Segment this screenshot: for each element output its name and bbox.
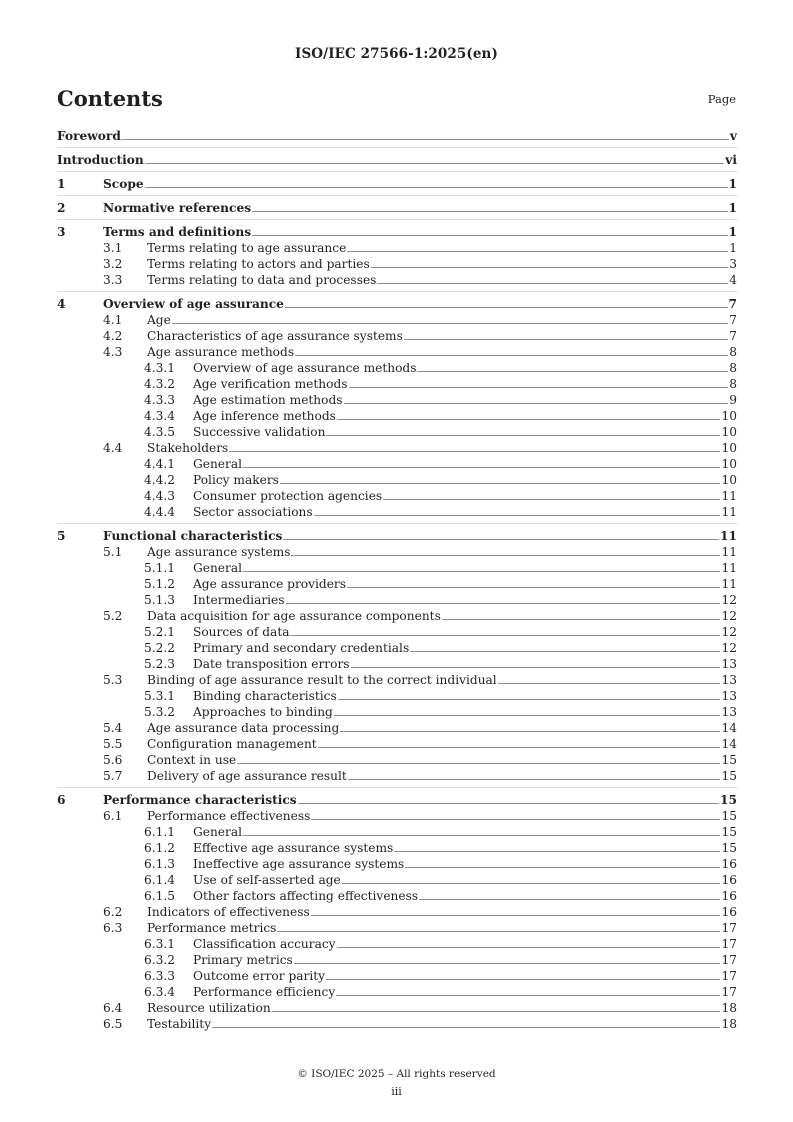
toc-entry[interactable] — [57, 424, 737, 440]
toc-entry[interactable] — [57, 504, 737, 520]
toc-entry-page: 15 — [721, 825, 737, 839]
dot-leader — [334, 715, 721, 716]
toc-entry-number: 4.2 — [103, 329, 123, 343]
toc-entry[interactable] — [57, 608, 737, 624]
toc-entry-page: 16 — [721, 889, 737, 903]
dot-leader — [419, 899, 720, 900]
dot-leader — [212, 1027, 720, 1028]
toc-entry-title: Foreword — [57, 129, 121, 143]
toc-entry-title: Performance metrics — [147, 921, 277, 935]
toc-entry[interactable] — [57, 984, 737, 1000]
toc-entry-page: 11 — [721, 545, 737, 559]
dot-leader — [272, 1011, 721, 1012]
toc-entry[interactable] — [57, 256, 737, 272]
toc-entry-number: 3 — [57, 225, 66, 239]
toc-entry-number: 6.1.2 — [144, 841, 176, 855]
toc-entry-title: Stakeholders — [147, 441, 229, 455]
toc-entry[interactable] — [57, 704, 737, 720]
toc-entry-number: 6.3.1 — [144, 937, 176, 951]
toc-entry-page: 17 — [721, 969, 737, 983]
toc-entry-number: 4.3.5 — [144, 425, 176, 439]
toc-entry-title: Overview of age assurance — [103, 297, 284, 311]
dot-leader — [405, 867, 720, 868]
toc-entry[interactable] — [57, 376, 737, 392]
toc-entry-title: Sector associations — [193, 505, 313, 519]
toc-entry-number: 5 — [57, 529, 66, 543]
toc-entry[interactable] — [57, 736, 737, 752]
toc-entry-page: 13 — [721, 705, 737, 719]
dot-leader — [394, 851, 720, 852]
dot-leader — [347, 251, 728, 252]
toc-entry[interactable] — [57, 968, 737, 984]
toc-entry-title: Primary metrics — [193, 953, 293, 967]
toc-entry-number: 6.1.5 — [144, 889, 176, 903]
toc-separator — [57, 219, 737, 220]
dot-leader — [243, 467, 720, 468]
toc-entry-title: Age verification methods — [193, 377, 348, 391]
toc-entry-page: 10 — [721, 425, 737, 439]
dot-leader — [326, 435, 720, 436]
toc-entry-number: 4.4.4 — [144, 505, 176, 519]
toc-entry-number: 4.1 — [103, 313, 123, 327]
toc-entry-page: v — [729, 129, 737, 143]
toc-entry-page: 17 — [721, 985, 737, 999]
toc-entry-page: 13 — [721, 657, 737, 671]
toc-entry-title: Age assurance providers — [193, 577, 347, 591]
toc-entry-title: Effective age assurance systems — [193, 841, 394, 855]
toc-entry[interactable] — [57, 272, 737, 288]
toc-entry-number: 6.4 — [103, 1001, 123, 1015]
toc-entry[interactable] — [57, 808, 737, 824]
dot-leader — [340, 731, 720, 732]
toc-entry-page: 17 — [721, 953, 737, 967]
toc-entry-page: 9 — [729, 393, 737, 407]
toc-entry-number: 5.2.3 — [144, 657, 176, 671]
toc-entry-page: 10 — [721, 457, 737, 471]
toc-entry-number: 6.3 — [103, 921, 123, 935]
toc-entry-number: 1 — [57, 177, 66, 191]
toc-entry-page: 16 — [721, 857, 737, 871]
toc-entry-title: Approaches to binding — [193, 705, 333, 719]
toc-entry-number: 5.1.3 — [144, 593, 176, 607]
toc-entry[interactable] — [57, 768, 737, 784]
dot-leader — [351, 667, 721, 668]
toc-entry-page: 13 — [721, 673, 737, 687]
toc-entry[interactable] — [57, 592, 737, 608]
dot-leader — [145, 163, 724, 164]
toc-entry-number: 6.3.3 — [144, 969, 176, 983]
dot-leader — [314, 515, 721, 516]
dot-leader — [338, 699, 721, 700]
toc-entry[interactable] — [57, 1016, 737, 1032]
copyright-notice: © ISO/IEC 2025 – All rights reserved — [297, 1068, 496, 1080]
toc-entry-number: 4 — [57, 297, 66, 311]
toc-entry-number: 6.1 — [103, 809, 123, 823]
dot-leader — [371, 267, 728, 268]
toc-entry-number: 4.3.3 — [144, 393, 176, 407]
dot-leader — [277, 931, 720, 932]
dot-leader — [344, 403, 729, 404]
toc-entry-page: 3 — [729, 257, 737, 271]
toc-entry-title: Outcome error parity — [193, 969, 326, 983]
toc-entry-title: Scope — [103, 177, 144, 191]
toc-entry[interactable] — [57, 752, 737, 768]
toc-entry-title: Introduction — [57, 153, 144, 167]
toc-entry-title: Data acquisition for age assurance components — [147, 609, 441, 623]
toc-entry-title: Overview of age assurance methods — [193, 361, 417, 375]
toc-entry-title: Consumer protection agencies — [193, 489, 383, 503]
toc-entry-number: 5.6 — [103, 753, 123, 767]
toc-entry-title: Functional characteristics — [103, 529, 283, 543]
dot-leader — [342, 883, 721, 884]
toc-entry[interactable] — [57, 856, 737, 872]
toc-entry-number: 5.5 — [103, 737, 123, 751]
toc-entry-page: 16 — [721, 905, 737, 919]
toc-entry-page: 10 — [721, 473, 737, 487]
toc-entry-title: Sources of data — [193, 625, 290, 639]
toc-entry-page: 11 — [721, 505, 737, 519]
toc-entry[interactable] — [57, 840, 737, 856]
toc-entry-number: 3.1 — [103, 241, 123, 255]
dot-leader — [318, 747, 721, 748]
dot-leader — [348, 779, 721, 780]
toc-entry[interactable] — [57, 544, 737, 560]
toc-entry[interactable] — [57, 488, 737, 504]
toc-entry-title: Indicators of effectiveness — [147, 905, 310, 919]
table-of-contents — [57, 128, 737, 1032]
toc-separator — [57, 195, 737, 196]
toc-entry-page: 11 — [720, 529, 737, 543]
toc-entry[interactable] — [57, 224, 737, 240]
toc-entry-page: 15 — [721, 809, 737, 823]
toc-entry-title: Successive validation — [193, 425, 326, 439]
toc-entry-title: Performance characteristics — [103, 793, 297, 807]
dot-leader — [410, 651, 720, 652]
dot-leader — [291, 555, 720, 556]
toc-entry-number: 6.5 — [103, 1017, 123, 1031]
toc-entry[interactable] — [57, 296, 737, 312]
toc-entry[interactable] — [57, 936, 737, 952]
dot-leader — [347, 587, 720, 588]
dot-leader — [298, 803, 719, 804]
toc-entry-page: 14 — [721, 721, 737, 735]
contents-heading: Contents — [57, 86, 163, 111]
toc-entry-title: Age assurance methods — [147, 345, 295, 359]
toc-entry-number: 6.3.2 — [144, 953, 176, 967]
dot-leader — [498, 683, 721, 684]
toc-entry[interactable] — [57, 640, 737, 656]
toc-entry-number: 5.3.2 — [144, 705, 176, 719]
dot-leader — [145, 187, 728, 188]
toc-entry[interactable] — [57, 904, 737, 920]
dot-leader — [383, 499, 720, 500]
toc-entry-title: Configuration management — [147, 737, 317, 751]
dot-leader — [283, 539, 719, 540]
toc-entry-title: Binding characteristics — [193, 689, 337, 703]
toc-entry[interactable] — [57, 920, 737, 936]
toc-entry-page: 15 — [721, 753, 737, 767]
toc-entry-number: 5.3.1 — [144, 689, 176, 703]
toc-entry-number: 5.4 — [103, 721, 123, 735]
toc-entry-title: Terms relating to data and processes — [147, 273, 377, 287]
toc-entry-page: 14 — [721, 737, 737, 751]
toc-entry-number: 4.4 — [103, 441, 123, 455]
toc-entry[interactable] — [57, 176, 737, 192]
toc-entry[interactable] — [57, 624, 737, 640]
toc-entry-title: Other factors affecting effectiveness — [193, 889, 419, 903]
toc-entry-number: 4.3.1 — [144, 361, 176, 375]
dot-leader — [377, 283, 728, 284]
toc-entry-page: 11 — [721, 489, 737, 503]
toc-entry-number: 5.2.2 — [144, 641, 176, 655]
toc-entry-page: 1 — [728, 177, 737, 191]
toc-entry-number: 4.4.2 — [144, 473, 176, 487]
toc-entry-title: Context in use — [147, 753, 237, 767]
toc-entry-title: Resource utilization — [147, 1001, 271, 1015]
toc-entry-page: 11 — [721, 561, 737, 575]
document-identifier: ISO/IEC 27566-1:2025(en) — [295, 46, 498, 62]
toc-entry-number: 3.2 — [103, 257, 123, 271]
toc-entry-number: 4.3.4 — [144, 409, 176, 423]
toc-entry-number: 6.1.1 — [144, 825, 176, 839]
toc-entry-page: 10 — [721, 441, 737, 455]
toc-entry-title: Date transposition errors — [193, 657, 350, 671]
dot-leader — [336, 995, 720, 996]
toc-entry[interactable] — [57, 888, 737, 904]
toc-entry-number: 4.3 — [103, 345, 123, 359]
toc-entry-number: 4.3.2 — [144, 377, 176, 391]
toc-entry-page: 12 — [721, 625, 737, 639]
toc-entry[interactable] — [57, 128, 737, 144]
dot-leader — [417, 371, 728, 372]
toc-entry-page: 16 — [721, 873, 737, 887]
toc-entry-page: 8 — [729, 361, 737, 375]
dot-leader — [252, 235, 727, 236]
toc-entry-title: General — [193, 825, 242, 839]
toc-entry-page: 7 — [729, 313, 737, 327]
dot-leader — [122, 139, 729, 140]
toc-entry-number: 4.4.1 — [144, 457, 176, 471]
toc-entry[interactable] — [57, 528, 737, 544]
toc-entry-page: 8 — [729, 345, 737, 359]
dot-leader — [285, 307, 728, 308]
toc-entry[interactable] — [57, 792, 737, 808]
toc-entry-number: 6 — [57, 793, 66, 807]
toc-entry-title: Terms relating to actors and parties — [147, 257, 370, 271]
toc-entry-number: 5.2 — [103, 609, 123, 623]
toc-entry[interactable] — [57, 872, 737, 888]
toc-entry-number: 4.4.3 — [144, 489, 176, 503]
dot-leader — [404, 339, 728, 340]
toc-entry-title: Testability — [147, 1017, 212, 1031]
toc-entry-page: 4 — [729, 273, 737, 287]
toc-entry[interactable] — [57, 656, 737, 672]
toc-entry-number: 5.7 — [103, 769, 123, 783]
toc-entry-title: Characteristics of age assurance systems — [147, 329, 403, 343]
toc-entry-number: 5.2.1 — [144, 625, 176, 639]
toc-entry-page: vi — [725, 153, 737, 167]
toc-entry-page: 15 — [721, 841, 737, 855]
toc-entry-title: Use of self-asserted age — [193, 873, 341, 887]
toc-entry-page: 17 — [721, 921, 737, 935]
toc-entry-title: Binding of age assurance result to the correct individual — [147, 673, 497, 687]
toc-entry[interactable] — [57, 472, 737, 488]
toc-entry-number: 6.2 — [103, 905, 123, 919]
toc-entry-number: 3.3 — [103, 273, 123, 287]
page-number: iii — [391, 1085, 402, 1098]
dot-leader — [337, 419, 721, 420]
toc-entry-number: 5.3 — [103, 673, 123, 687]
dot-leader — [252, 211, 727, 212]
toc-entry[interactable] — [57, 312, 737, 328]
toc-entry-title: Performance effectiveness — [147, 809, 311, 823]
dot-leader — [243, 571, 720, 572]
toc-entry[interactable] — [57, 360, 737, 376]
dot-leader — [294, 963, 721, 964]
toc-entry-title: Delivery of age assurance result — [147, 769, 347, 783]
dot-leader — [237, 763, 720, 764]
toc-entry[interactable] — [57, 576, 737, 592]
dot-leader — [442, 619, 721, 620]
toc-separator — [57, 291, 737, 292]
toc-entry-page: 1 — [728, 201, 737, 215]
toc-entry[interactable] — [57, 1000, 737, 1016]
toc-entry[interactable] — [57, 152, 737, 168]
dot-leader — [229, 451, 720, 452]
toc-entry-page: 7 — [728, 297, 737, 311]
dot-leader — [311, 819, 720, 820]
dot-leader — [337, 947, 721, 948]
toc-entry-page: 7 — [729, 329, 737, 343]
toc-separator — [57, 171, 737, 172]
dot-leader — [326, 979, 720, 980]
toc-entry[interactable] — [57, 240, 737, 256]
toc-entry[interactable] — [57, 344, 737, 360]
toc-entry-number: 5.1 — [103, 545, 123, 559]
toc-entry[interactable] — [57, 456, 737, 472]
toc-entry-page: 15 — [720, 793, 737, 807]
toc-entry-page: 12 — [721, 609, 737, 623]
dot-leader — [311, 915, 721, 916]
toc-entry-title: General — [193, 457, 242, 471]
toc-entry[interactable] — [57, 672, 737, 688]
toc-entry-number: 5.1.2 — [144, 577, 176, 591]
page-column-label: Page — [707, 92, 736, 106]
toc-separator — [57, 523, 737, 524]
dot-leader — [280, 483, 721, 484]
toc-entry-number: 6.1.4 — [144, 873, 176, 887]
toc-entry-title: General — [193, 561, 242, 575]
dot-leader — [349, 387, 729, 388]
toc-entry[interactable] — [57, 952, 737, 968]
toc-entry[interactable] — [57, 560, 737, 576]
toc-entry-page: 1 — [728, 225, 737, 239]
toc-entry-title: Age — [147, 313, 171, 327]
toc-entry-title: Terms and definitions — [103, 225, 252, 239]
toc-entry-number: 2 — [57, 201, 66, 215]
toc-entry-title: Age estimation methods — [193, 393, 343, 407]
toc-entry-page: 8 — [729, 377, 737, 391]
toc-entry-page: 18 — [721, 1017, 737, 1031]
dot-leader — [295, 355, 728, 356]
dot-leader — [172, 323, 728, 324]
toc-entry-title: Ineffective age assurance systems — [193, 857, 405, 871]
toc-entry-page: 18 — [721, 1001, 737, 1015]
toc-entry[interactable] — [57, 408, 737, 424]
toc-entry[interactable] — [57, 200, 737, 216]
toc-entry-page: 11 — [721, 577, 737, 591]
toc-entry-page: 17 — [721, 937, 737, 951]
toc-entry-title: Policy makers — [193, 473, 279, 487]
toc-entry-page: 15 — [721, 769, 737, 783]
toc-entry-title: Age assurance systems — [147, 545, 291, 559]
toc-entry-page: 12 — [721, 593, 737, 607]
toc-entry-page: 10 — [721, 409, 737, 423]
toc-entry-title: Performance efficiency — [193, 985, 336, 999]
toc-entry-number: 5.1.1 — [144, 561, 176, 575]
toc-entry-page: 1 — [729, 241, 737, 255]
toc-entry[interactable] — [57, 688, 737, 704]
toc-separator — [57, 147, 737, 148]
toc-entry-page: 13 — [721, 689, 737, 703]
toc-entry[interactable] — [57, 392, 737, 408]
toc-entry[interactable] — [57, 720, 737, 736]
toc-entry-title: Terms relating to age assurance — [147, 241, 347, 255]
toc-entry-title: Intermediaries — [193, 593, 285, 607]
dot-leader — [243, 835, 720, 836]
toc-entry-title: Classification accuracy — [193, 937, 336, 951]
toc-entry-number: 6.1.3 — [144, 857, 176, 871]
toc-entry[interactable] — [57, 824, 737, 840]
toc-entry-page: 12 — [721, 641, 737, 655]
toc-entry[interactable] — [57, 440, 737, 456]
toc-entry-title: Normative references — [103, 201, 252, 215]
toc-entry-title: Primary and secondary credentials — [193, 641, 410, 655]
toc-entry[interactable] — [57, 328, 737, 344]
toc-entry-title: Age inference methods — [193, 409, 336, 423]
toc-entry-number: 6.3.4 — [144, 985, 176, 999]
dot-leader — [290, 635, 720, 636]
toc-entry-title: Age assurance data processing — [147, 721, 340, 735]
toc-separator — [57, 787, 737, 788]
dot-leader — [286, 603, 721, 604]
